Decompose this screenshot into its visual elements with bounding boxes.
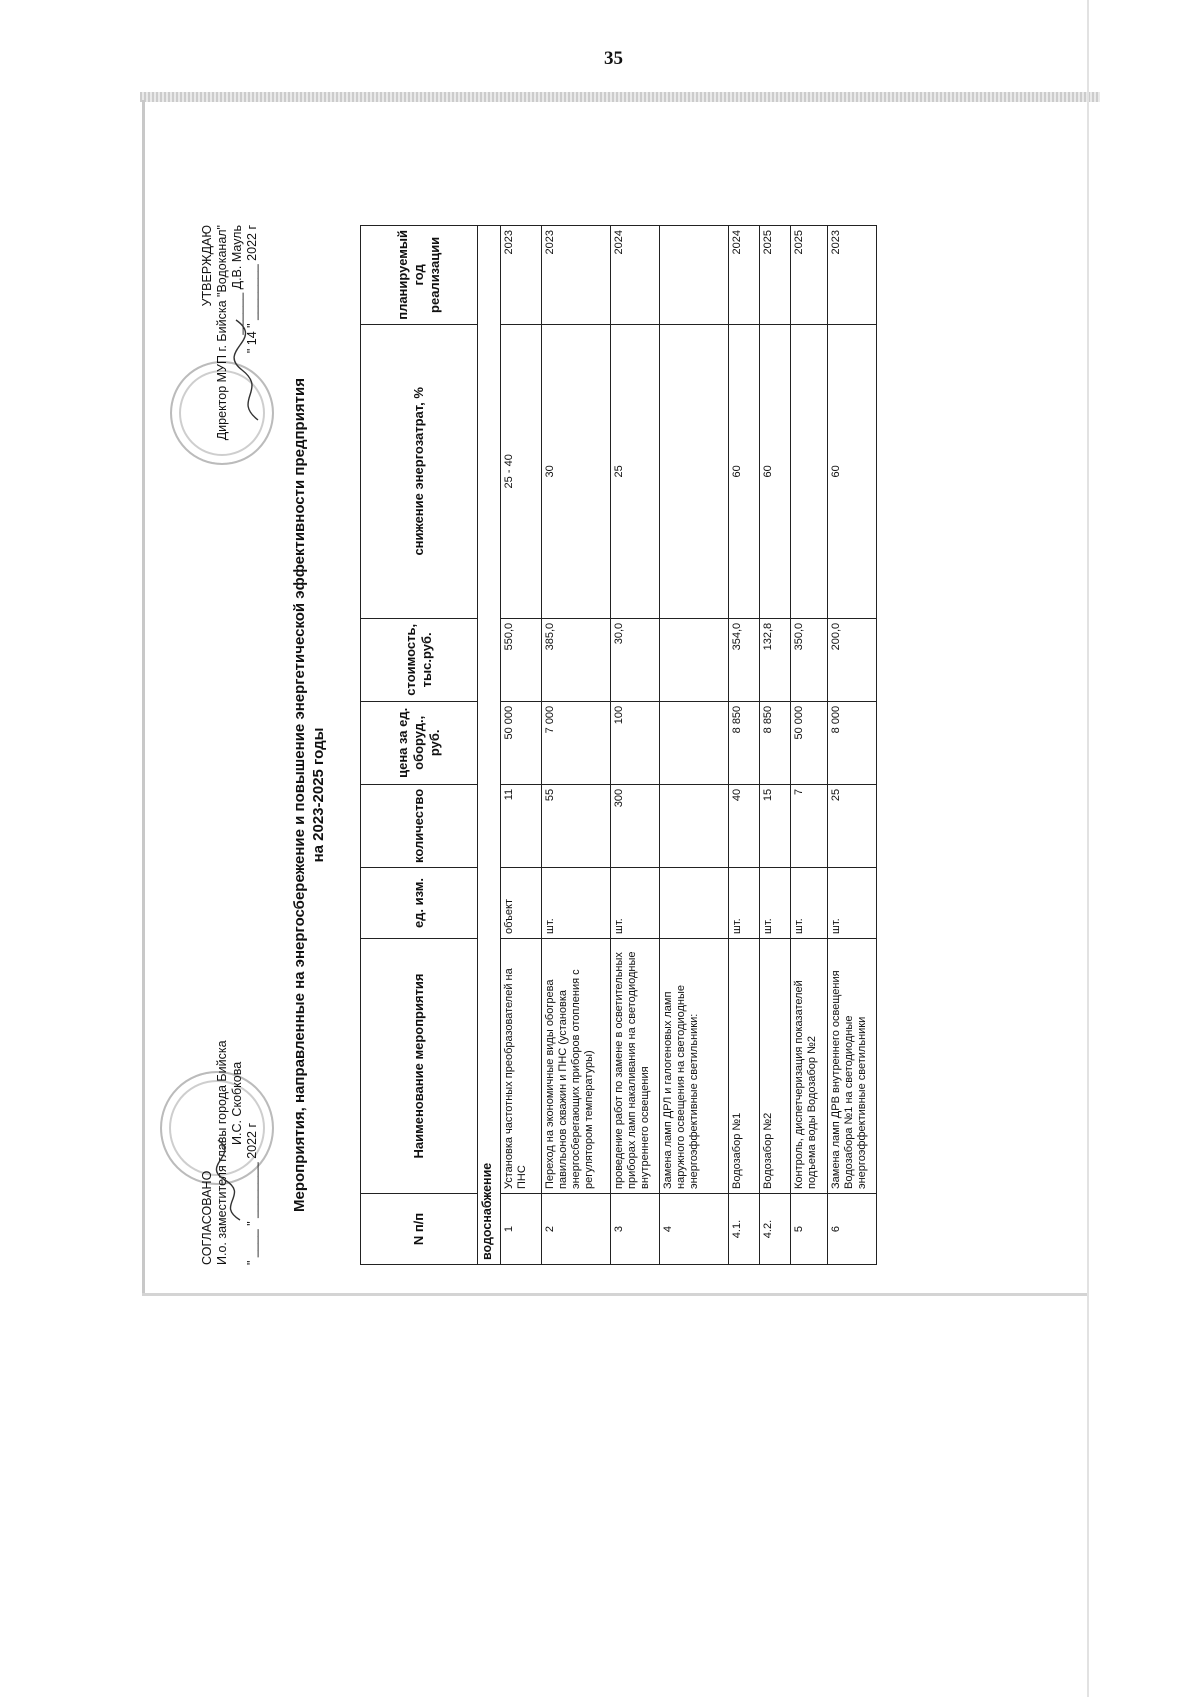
cell-no: 2 [542, 1194, 611, 1265]
cell-qty: 11 [501, 784, 542, 867]
cell-year: 2025 [791, 226, 828, 325]
document-title [290, 325, 328, 1265]
cell-name: Замена ламп ДРЛ и галогеновых ламп наружного освещения на светодиодные энергоэффективные светильники: [660, 939, 729, 1194]
scan-border-left [142, 100, 145, 1294]
cell-qty: 55 [542, 784, 611, 867]
cell-price: 50 000 [501, 701, 542, 784]
cell-name: Замена ламп ДРВ внутреннего освещения Водозабора №1 на светодиодные энергоэффективные светильники [828, 939, 877, 1194]
cell-year [660, 226, 729, 325]
cell-qty [660, 784, 729, 867]
header-no: N п/п [361, 1194, 478, 1265]
measures-table [360, 225, 877, 1265]
cell-unit: шт. [542, 868, 611, 939]
cell-cost: 132,8 [760, 618, 791, 701]
scan-border-top [140, 92, 1100, 102]
approval-status: УТВЕРЖДАЮ [200, 225, 214, 307]
signature-right [230, 315, 270, 425]
cell-cost: 200,0 [828, 618, 877, 701]
cell-no: 5 [791, 1194, 828, 1265]
cell-qty: 7 [791, 784, 828, 867]
table-row [828, 226, 877, 1265]
cell-qty: 300 [611, 784, 660, 867]
cell-saving: 60 [760, 324, 791, 618]
section-label: водоснабжение [478, 226, 501, 1265]
cell-cost: 385,0 [542, 618, 611, 701]
cell-unit [660, 868, 729, 939]
title-main: Мероприятия, направленные на энергосбережение и повышение энергетической эффективности предприятия [291, 378, 308, 1213]
cell-price: 50 000 [791, 701, 828, 784]
header-qty: количество [361, 784, 478, 867]
page-number: 35 [604, 48, 623, 69]
cell-no: 4 [660, 1194, 729, 1265]
cell-no: 4.2. [760, 1194, 791, 1265]
header-cost: стоимость, тыс.руб. [361, 618, 478, 701]
cell-name: Установка частотных преобразователей на ПНС [501, 939, 542, 1194]
cell-year: 2024 [729, 226, 760, 325]
cell-no: 4.1. [729, 1194, 760, 1265]
cell-saving: 60 [828, 324, 877, 618]
title-sub: на 2023-2025 годы [310, 727, 327, 863]
cell-cost: 350,0 [791, 618, 828, 701]
approval-position: И.о. заместителя главы города Бийска [215, 1040, 229, 1265]
table-row [611, 226, 660, 1265]
cell-saving: 25 - 40 [501, 324, 542, 618]
cell-price: 8 000 [828, 701, 877, 784]
cell-cost: 30,0 [611, 618, 660, 701]
cell-saving [791, 324, 828, 618]
approval-date: " 14 " ________ 2022 г [245, 225, 259, 354]
cell-year: 2025 [760, 226, 791, 325]
cell-name: Водозабор №1 [729, 939, 760, 1194]
table-row [791, 226, 828, 1265]
cell-qty: 15 [760, 784, 791, 867]
cell-unit: шт. [791, 868, 828, 939]
scan-border-right [1087, 0, 1089, 1697]
header-saving: снижение энергозатрат, % [361, 324, 478, 618]
cell-unit: шт. [611, 868, 660, 939]
cell-no: 6 [828, 1194, 877, 1265]
approval-name: ______ Д.В. Мауль [230, 225, 244, 335]
cell-price: 7 000 [542, 701, 611, 784]
cell-saving [660, 324, 729, 618]
cell-unit: объект [501, 868, 542, 939]
cell-name: Контроль, диспетчеризация показателей подъема воды Водозабор №2 [791, 939, 828, 1194]
approval-status: СОГЛАСОВАНО [200, 1170, 214, 1265]
cell-year: 2024 [611, 226, 660, 325]
cell-name: Переход на экономичные виды обогрева павильонов скважин и ПНС (установка энергосберегающих приборов отопления с регулятором температуры) [542, 939, 611, 1194]
approval-date: " ____ " ________ 2022 г [245, 1122, 259, 1265]
table-row [660, 226, 729, 1265]
table-row [501, 226, 542, 1265]
header-unit: ед. изм. [361, 868, 478, 939]
cell-year: 2023 [828, 226, 877, 325]
cell-unit: шт. [828, 868, 877, 939]
cell-saving: 30 [542, 324, 611, 618]
header-price: цена за ед. оборуд., руб. [361, 701, 478, 784]
scan-border-bottom [142, 1293, 1087, 1296]
cell-saving: 25 [611, 324, 660, 618]
rotated-sheet [200, 225, 1040, 1265]
cell-cost: 354,0 [729, 618, 760, 701]
cell-price: 8 850 [760, 701, 791, 784]
approval-name: И.С. Скобкова [230, 1061, 244, 1145]
signature-left [210, 1135, 250, 1225]
cell-saving: 60 [729, 324, 760, 618]
cell-name: Водозабор №2 [760, 939, 791, 1194]
table-row [729, 226, 760, 1265]
cell-qty: 25 [828, 784, 877, 867]
cell-unit: шт. [760, 868, 791, 939]
cell-no: 1 [501, 1194, 542, 1265]
cell-price [660, 701, 729, 784]
table-row [542, 226, 611, 1265]
cell-cost: 550,0 [501, 618, 542, 701]
table-row [760, 226, 791, 1265]
cell-year: 2023 [501, 226, 542, 325]
cell-no: 3 [611, 1194, 660, 1265]
cell-unit: шт. [729, 868, 760, 939]
table-header-row [361, 226, 478, 1265]
section-row [478, 226, 501, 1265]
header-name: Наименование мероприятия [361, 939, 478, 1194]
cell-name: проведение работ по замене в осветительных приборах ламп накаливания на светодиодные внутреннего освещения [611, 939, 660, 1194]
cell-qty: 40 [729, 784, 760, 867]
cell-year: 2023 [542, 226, 611, 325]
header-year: планируемый год реализации [361, 226, 478, 325]
cell-cost [660, 618, 729, 701]
cell-price: 100 [611, 701, 660, 784]
approval-position: Директор МУП г. Бийска "Водоканал" [215, 225, 229, 441]
cell-price: 8 850 [729, 701, 760, 784]
